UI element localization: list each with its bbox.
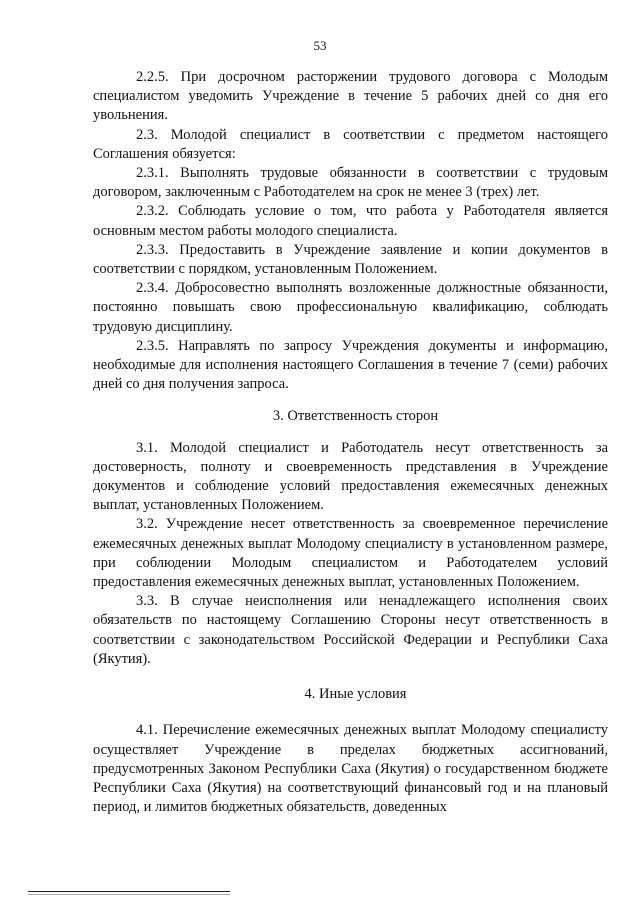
clause-2-3-4: 2.3.4. Добросовестно выполнять возложенные должностные обязанности, постоянно повышать свою профессиональную квалификацию, соблюдать трудовую дисциплину.: [93, 280, 608, 335]
section-4-heading: 4. Иные условия: [304, 686, 407, 703]
clause-3-1: 3.1. Молодой специалист и Работодатель несут ответственность за достоверность, полноту и своевременность представления в Учреждение документов и соблюдение условий предоставления ежемесячных денежных выплат, установленных Положением.: [93, 439, 608, 514]
section-3-heading: 3. Ответственность сторон: [272, 408, 439, 425]
footnote-divider-shadow: [28, 894, 230, 895]
clause-2-3-1: 2.3.1. Выполнять трудовые обязанности в соответствии с трудовым договором, заключенным с Работодателем на срок не менее 3 (трех) лет.: [93, 165, 608, 201]
clause-2-2-5: 2.2.5. При досрочном расторжении трудового договора с Молодым специалистом уведомить Учреждение в течение 5 рабочих дней со дня его увольнения.: [93, 69, 608, 124]
clause-4-1: 4.1. Перечисление ежемесячных денежных выплат Молодому специалисту осуществляет Учреждение в пределах бюджетных ассигнований, предусмотренных Законом Республики Саха (Якутия) о государственном бюджете Республики Саха (Якутия) на соответствующий финансовый год и на плановый период, и лимитов бюджетных обязательств, доведенных: [93, 722, 608, 816]
clause-3-3: 3.3. В случае неисполнения или ненадлежащего исполнения своих обязательств по настоящему Соглашению Стороны несут ответственность в соответствии с законодательством Российской Федерации и Республики Саха (Якутия).: [93, 593, 608, 667]
clause-3-2: 3.2. Учреждение несет ответственность за своевременное перечисление ежемесячных денежных выплат Молодому специалисту в установленном размере, при соблюдении Молодым специалистом и Работодателем условий предоставления ежемесячных денежных выплат, установленных Положением.: [93, 516, 608, 591]
page-number: 53: [313, 38, 327, 53]
clause-2-3-2: 2.3.2. Соблюдать условие о том, что работа у Работодателя является основным местом работы молодого специалиста.: [93, 203, 608, 239]
clause-2-3-5: 2.3.5. Направлять по запросу Учреждения документы и информацию, необходимые для исполнения настоящего Соглашения в течение 7 (семи) рабочих дней со дня получения запроса.: [93, 337, 608, 393]
document-body: [93, 68, 608, 817]
clause-2-3: 2.3. Молодой специалист в соответствии с предметом настоящего Соглашения обязуется:: [93, 126, 608, 162]
footnote-divider: [28, 891, 230, 892]
clause-2-3-3: 2.3.3. Предоставить в Учреждение заявление и копии документов в соответствии с порядком, установленным Положением.: [93, 241, 608, 278]
